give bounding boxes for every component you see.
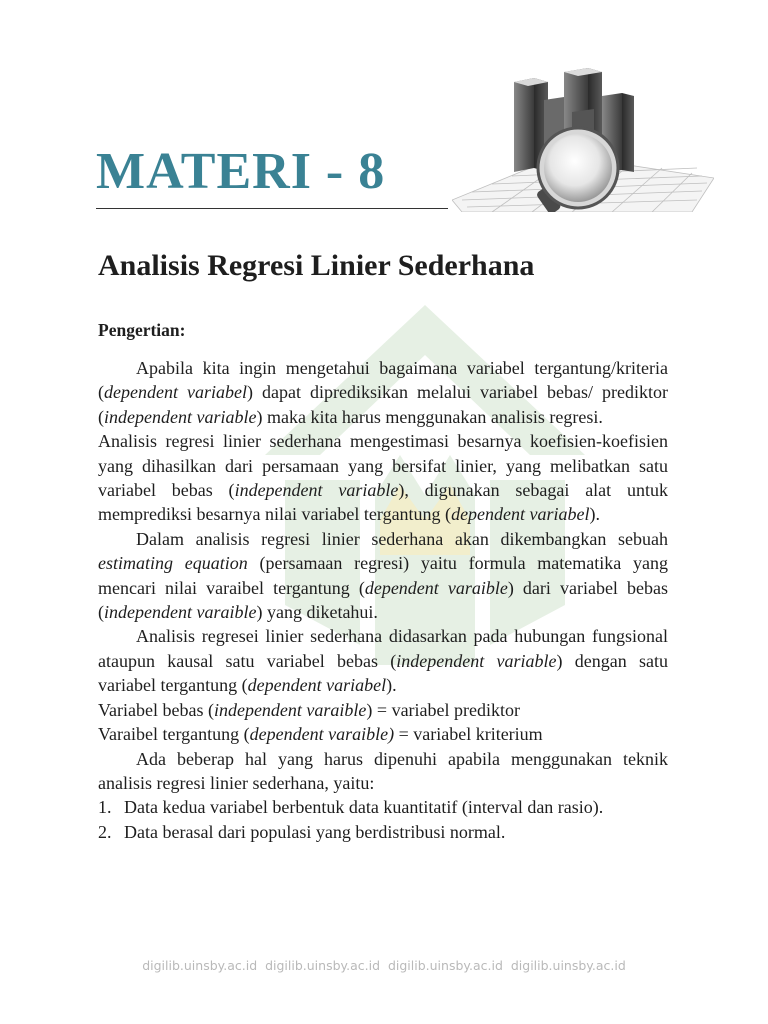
section-title: Analisis Regresi Linier Sederhana [98,249,535,282]
list-item: 1. Data kedua variabel berbentuk data kuantitatif (interval dan rasio). [98,797,604,818]
page-title: MATERI - 8 [96,143,386,200]
body-text [98,356,668,844]
paragraph-4: Analisis regresei linier sederhana didasarkan pada hubungan fungsional ataupun kausal satu variabel bebas (independent variable) dengan satu variabel tergantung (dependent variabel). [98,626,668,696]
paragraph-1: Apabila kita ingin mengetahui bagaimana variabel tergantung/kriteria (dependent variabel) dapat diprediksikan melalui variabel bebas/ prediktor (independent variable) maka kita harus menggunakan analisis regresi. [98,358,668,427]
bar-chart-magnifier-icon [452,60,714,212]
requirements-list [98,795,668,844]
paragraph-3: Dalam analisis regresi linier sederhana akan dikembangkan sebuah estimating equation (persamaan regresi) yaitu formula matematika yang mencari nilai varaibel tergantung (dependent varaible) dari variabel bebas (independent varaible) yang diketahui. [98,528,668,623]
paragraph-6: Varaibel tergantung (dependent varaible) = variabel kriterium [98,724,543,745]
paragraph-2: Analisis regresi linier sederhana mengestimasi besarnya koefisien-koefisien yang dihasilkan dari persamaan yang bersifat linier, yang melibatkan satu variabel bebas (independent variable), digunakan sebagai alat untuk memprediksi besarnya nilai variabel tergantung (dependent variabel). [98,431,668,525]
paragraph-7: Ada beberap hal yang harus dipenuhi apabila menggunakan teknik analisis regresi linier sederhana, yaitu: [98,748,668,793]
section-label: Pengertian: [98,320,186,340]
paragraph-5: Variabel bebas (independent varaible) = variabel prediktor [98,699,521,720]
footer-watermark-text: digilib.uinsby.ac.id digilib.uinsby.ac.id digilib.uinsby.ac.id digilib.uinsby.ac.id [142,958,626,973]
list-item: 2. Data berasal dari populasi yang berdistribusi normal. [98,821,506,842]
title-divider [96,208,448,209]
